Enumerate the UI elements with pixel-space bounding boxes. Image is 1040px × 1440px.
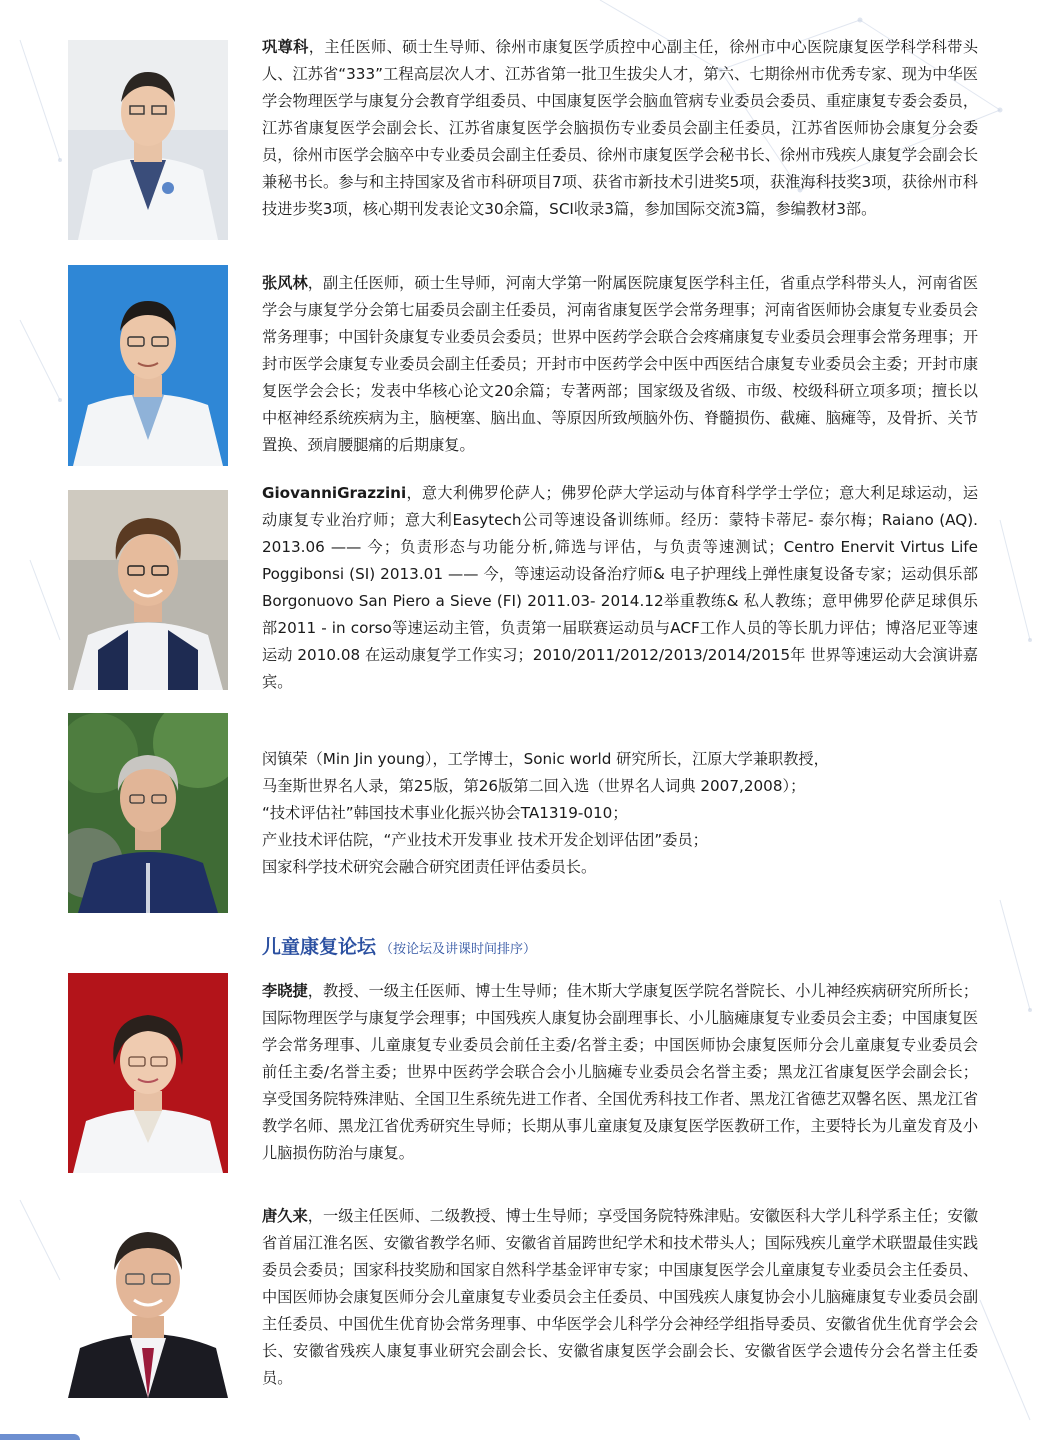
expert-bio-grazzini	[262, 480, 978, 696]
expert-description: ，主任医师、硕士生导师、徐州市康复医学质控中心副主任，徐州市中心医院康复医学科学科带头人、江苏省“333”工程高层次人才、江苏省第一批卫生拔尖人才，第六、七期徐州市优秀专家、现为中华医学会物理医学与康复分会教育学组委员、中国康复医学会脑血管病专业委员会委员、重症康复专委会委员，江苏省康复医学会副会长、江苏省康复医学会脑损伤专业委员会副主任委员，江苏省医师协会康复分会委员，徐州市医学会脑卒中专业委员会副主任委员、徐州市康复医学会秘书长、徐州市残疾人康复学会副会长兼秘书长。参与和主持国家及省市科研项目7项、获省市新技术引进奖5项，获淮海科技奖3项，获徐州市科技进步奖3项，核心期刊发表论文30余篇，SCI收录3篇，参加国际交流3篇，参编教材3部。	[262, 38, 979, 218]
expert-bio-line: 马奎斯世界名人录，第25版，第26版第二回入选（世界名人词典 2007,2008）；	[262, 777, 806, 795]
expert-bio-line: 产业技术评估院，“产业技术开发事业 技术开发企划评估团”委员；	[262, 831, 708, 849]
expert-name: 张风林	[262, 274, 308, 292]
section-title-pediatric-forum	[262, 932, 536, 959]
expert-description: ，副主任医师，硕士生导师，河南大学第一附属医院康复医学科主任，省重点学科带头人，河南省医学会与康复学分会第七届委员会副主任委员，河南省康复医学会常务理事；河南省医师协会康复专业委员会常务理事；中国针灸康复专业委员会委员；世界中医药学会联合会疼痛康复专业委员会理事会常务理事；开封市医学会康复专业委员会副主任委员；开封市中医药学会中医中西医结合康复专业委员会主委；开封市康复医学会会长；发表中华核心论文20余篇；专著两部；国家级及省级、市级、校级科研立项多项；擅长以中枢神经系统疾病为主，脑梗塞、脑出血、等原因所致颅脑外伤、脊髓损伤、截瘫、脑瘫等，及骨折、关节置换、颈肩腰腿痛的后期康复。	[262, 274, 979, 454]
expert-bio-zhang	[262, 270, 978, 459]
footer-accent-bar	[0, 1434, 80, 1440]
expert-name: 李晓捷	[262, 982, 308, 1000]
section-title-note: （按论坛及讲课时间排序）	[380, 942, 537, 957]
expert-bio-tang	[262, 1203, 978, 1392]
expert-name: GiovanniGrazzini	[262, 484, 407, 502]
expert-photo-li	[68, 973, 228, 1173]
expert-bio-min	[262, 746, 978, 881]
expert-photo-gong	[68, 40, 228, 240]
expert-name: 唐久来	[262, 1207, 308, 1225]
expert-bio-line: “技术评估社”韩国技术事业化振兴协会TA1319-010；	[262, 804, 628, 822]
expert-description: ，教授、一级主任医师、博士生导师；佳木斯大学康复医学院名誉院长、小儿神经疾病研究所所长；国际物理医学与康复学会理事；中国残疾人康复协会副理事长、小儿脑瘫康复专业委员会主委；中国康复医学会常务理事、儿童康复专业委员会前任主委/名誉主委；中国医师协会康复医师分会儿童康复专业委员会前任主委/名誉主委；世界中医药学会联合会小儿脑瘫专业委员会名誉主委；黑龙江省康复医学会副会长；享受国务院特殊津贴、全国卫生系统先进工作者、全国优秀科技工作者、黑龙江省德艺双馨名医、黑龙江省教学名师、黑龙江省优秀研究生导师；长期从事儿童康复及康复医学医教研工作，主要特长为儿童发育及小儿脑损伤防治与康复。	[262, 982, 979, 1162]
expert-bio-line: 国家科学技术研究会融合研究团责任评估委员长。	[262, 858, 597, 876]
expert-photo-tang	[68, 1198, 228, 1398]
expert-description: ，意大利佛罗伦萨人；佛罗伦萨大学运动与体育科学学士学位；意大利足球运动，运动康复专业治疗师；意大利Easytech公司等速设备训练师。经历：蒙特卡蒂尼- 泰尔梅；Raiano (AQ). 2013.06 —— 今；负责形态与功能分析,筛选与评估，与负责等速测试；Centro Enervit Virtus Life Poggibonsi (SI) 2013.01 —— 今，等速运动设备治疗师& 电子护理线上弹性康复设备专家；运动俱乐部 Borgonuovo San Piero a Sieve (FI) 2011.03- 2014.12举重教练& 私人教练；意甲佛罗伦萨足球俱乐部2011 - in corso等速运动主管，负责第一届联赛运动员与ACF工作人员的等长肌力评估；博洛尼亚等速运动 2010.08 在运动康复学工作实习；2010/2011/2012/2013/2014/2015年 世界等速运动大会演讲嘉宾。	[262, 484, 979, 691]
expert-photo-zhang	[68, 265, 228, 466]
section-title-text: 儿童康复论坛	[262, 936, 377, 958]
expert-description: ，一级主任医师、二级教授、博士生导师；享受国务院特殊津贴。安徽医科大学儿科学系主任；安徽省首届江淮名医、安徽省教学名师、安徽省首届跨世纪学术和技术带头人；国际残疾儿童学术联盟最佳实践委员会委员；国家科技奖励和国家自然科学基金评审专家；中国康复医学会儿童康复专业委员会主任委员、中国医师协会康复医师分会儿童康复专业委员会主任委员、中国残疾人康复协会小儿脑瘫康复专业委员会副主任委员、中国优生优育协会常务理事、中华医学会儿科学分会神经学组指导委员、安徽省优生优育学会会长、安徽省残疾人康复事业研究会副会长、安徽省康复医学会副会长、安徽省医学会遗传分会名誉主任委员。	[262, 1207, 979, 1387]
expert-bio-li	[262, 978, 978, 1167]
expert-bio-gong	[262, 34, 978, 223]
expert-name: 巩尊科	[262, 38, 309, 56]
expert-photo-min	[68, 713, 228, 913]
expert-bio-line: 闵镇荣（Min Jin young），工学博士，Sonic world 研究所长，江原大学兼职教授，	[262, 750, 829, 768]
expert-photo-grazzini	[68, 490, 228, 690]
